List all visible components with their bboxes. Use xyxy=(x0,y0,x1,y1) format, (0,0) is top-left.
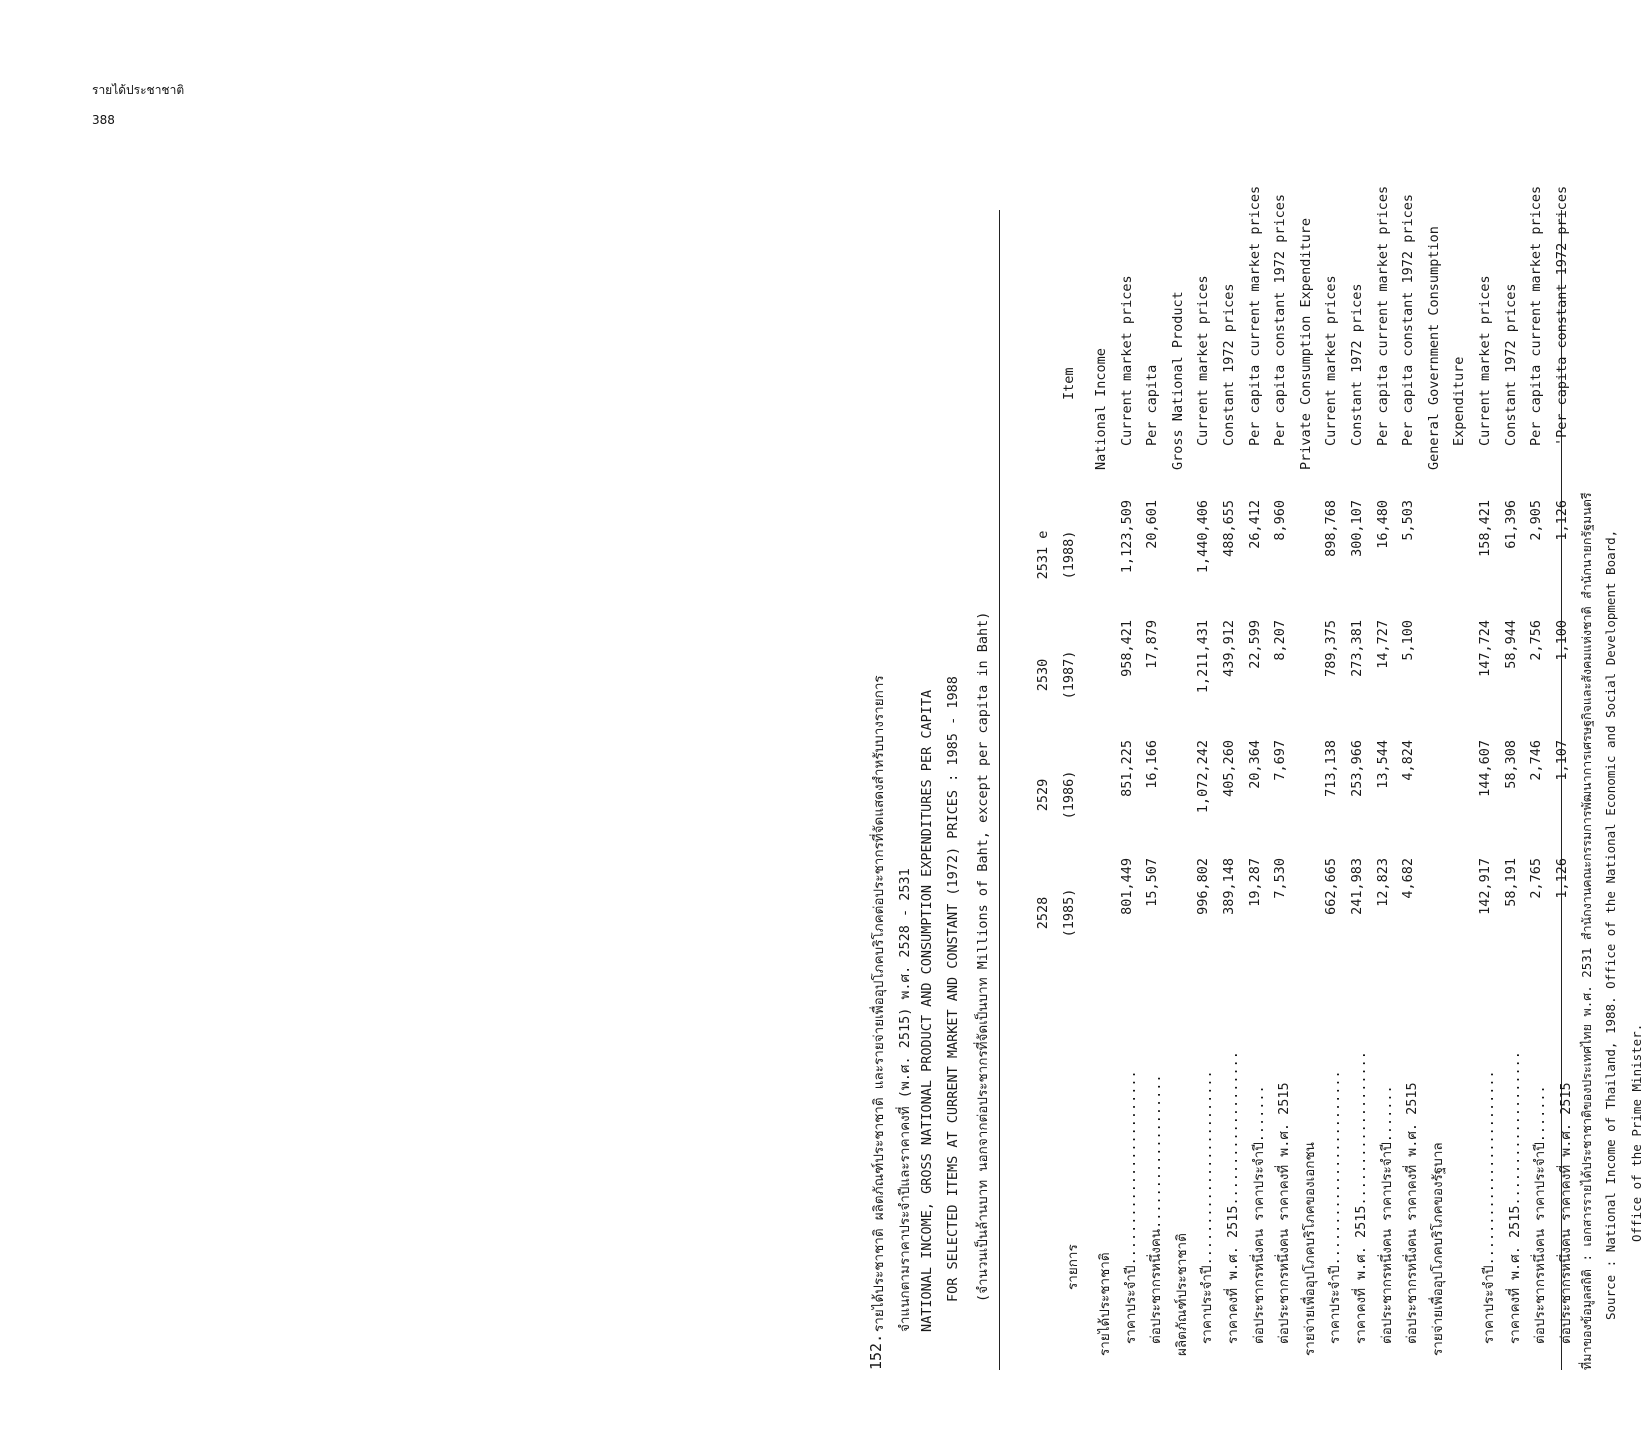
row-label-en: Current market prices xyxy=(1118,275,1135,446)
row-label-en: General Government Consumption xyxy=(1425,226,1442,470)
table-top-rule xyxy=(999,210,1000,1370)
table-cell-value: 15,507 xyxy=(1144,858,1161,907)
table-cell-value: 2,746 xyxy=(1528,740,1545,781)
table-cell-value: 958,421 xyxy=(1118,620,1135,677)
table-title-th-2: จำแนกตามราคาประจำปีและราคาคงที่ (พ.ศ. 2515) พ.ศ. 2528 - 2531 xyxy=(897,868,913,1332)
table-cell-value: 996,802 xyxy=(1195,858,1212,915)
row-label-th: ต่อประชากรหนึ่งคน ราคาประจำปี....... xyxy=(1532,1085,1549,1344)
table-cell-value: 13,544 xyxy=(1374,740,1391,789)
table-cell-value: 2,765 xyxy=(1528,858,1545,899)
table-cell-value: 2,756 xyxy=(1528,620,1545,661)
table-cell-value: 253,966 xyxy=(1349,740,1365,797)
row-label-en: Expenditure xyxy=(1451,356,1468,446)
table-title-en-2: FOR SELECTED ITEMS AT CURRENT MARKET AND CONSTANT (1972) PRICES : 1985 - 1988 xyxy=(945,676,961,1302)
table-cell-value: 851,225 xyxy=(1118,740,1135,797)
row-label-en: Per capita constant 1972 prices xyxy=(1272,194,1289,446)
table-cell-value: 58,944 xyxy=(1502,620,1519,669)
row-label-th: ราคาประจำปี........................ xyxy=(1122,1070,1139,1344)
column-header-item-en: Item xyxy=(1061,367,1077,400)
column-header-item-th: รายการ xyxy=(1065,1244,1081,1290)
row-label-en: Constant 1972 prices xyxy=(1502,283,1519,446)
table-cell-value: 1,440,406 xyxy=(1195,500,1212,574)
row-label-en: Gross National Product xyxy=(1169,291,1186,470)
row-label-en: Current market prices xyxy=(1323,275,1340,446)
row-label-th: รายได้ประชาชาติ xyxy=(1097,1252,1113,1356)
row-label-en: 'Per capita constant 1972 prices xyxy=(1553,185,1570,446)
row-label-th: ราคาคงที่ พ.ศ. 2515................... xyxy=(1353,1051,1369,1344)
table-cell-value: 1,100 xyxy=(1553,620,1570,661)
table-cell-value: 7,530 xyxy=(1272,858,1289,899)
row-label-en: Per capita xyxy=(1144,364,1161,446)
table-cell-value: 58,308 xyxy=(1502,740,1519,789)
column-header-year-ce: (1986) xyxy=(1061,770,1077,820)
table-cell-value: 16,166 xyxy=(1144,740,1161,789)
table-cell-value: 1,123,509 xyxy=(1118,500,1135,574)
table-cell-value: 7,697 xyxy=(1272,740,1289,781)
row-label-en: Per capita current market prices xyxy=(1374,185,1391,446)
table-cell-value: 8,207 xyxy=(1272,620,1289,661)
table-cell-value: 5,503 xyxy=(1400,500,1417,541)
row-label-th: ราคาคงที่ พ.ศ. 2515................... xyxy=(1225,1051,1241,1344)
unit-note: (จำนวนเป็นล้านบาท นอกจากต่อประชากรที่จัดเป็นบาท Millions of Baht, except per capita in Baht) xyxy=(975,611,991,1302)
table-cell-value: 488,655 xyxy=(1221,500,1237,557)
row-label-en: Constant 1972 prices xyxy=(1349,283,1365,446)
table-cell-value: 1,107 xyxy=(1553,740,1570,781)
column-header-year-be: 2531 e xyxy=(1035,530,1051,580)
column-header-year-ce: (1985) xyxy=(1061,888,1077,938)
table-cell-value: 158,421 xyxy=(1477,500,1493,557)
row-label-th: ต่อประชากรหนึ่งคน ราคาคงที่ พ.ศ. 2515 xyxy=(1557,1082,1574,1344)
row-label-th: ต่อประชากรหนึ่งคน ราคาคงที่ พ.ศ. 2515 xyxy=(1404,1082,1421,1344)
row-label-en: Per capita constant 1972 prices xyxy=(1400,194,1417,446)
table-title-th-1: รายได้ประชาชาติ ผลิตภัณฑ์ประชาชาติ และรายจ่ายเพื่ออุปโภคบริโภคต่อประชากรที่จัดแสดงสำหรับบางรายการ xyxy=(871,675,887,1332)
table-cell-value: 1,126 xyxy=(1553,858,1570,899)
table-cell-value: 144,607 xyxy=(1477,740,1493,797)
table-title-en-1: NATIONAL INCOME, GROSS NATIONAL PRODUCT AND CONSUMPTION EXPENDITURES PER CAPITA xyxy=(919,689,935,1332)
table-cell-value: 58,191 xyxy=(1502,858,1519,907)
source-thai: ที่มาของข้อมูลสถิติ : เอกสารรายได้ประชาชาติของประเทศไทย พ.ศ. 2531 สำนักงานคณะกรรมการพัฒนาการเศรษฐกิจและสังคมแห่งชาติ สำนักนายกรัฐมนตรี xyxy=(1579,492,1594,1370)
row-label-en: Per capita current market prices xyxy=(1246,185,1263,446)
row-label-th: ต่อประชากรหนึ่งคน ราคาประจำปี....... xyxy=(1378,1085,1395,1344)
source-english-line-1: Source : National Income of Thailand, 1988. Office of the National Economic and Social Development Board, xyxy=(1603,529,1618,1320)
table-cell-value: 801,449 xyxy=(1118,858,1135,915)
table-cell-value: 898,768 xyxy=(1323,500,1340,557)
table-cell-value: 142,917 xyxy=(1477,858,1493,915)
row-label-th: ผลิตภัณฑ์ประชาชาติ xyxy=(1173,1233,1190,1356)
row-label-th: ราคาประจำปี........................ xyxy=(1481,1070,1497,1344)
table-cell-value: 5,100 xyxy=(1400,620,1417,661)
page-header xyxy=(92,82,184,142)
table-cell-value: 8,960 xyxy=(1272,500,1289,541)
table-cell-value: 4,682 xyxy=(1400,858,1417,899)
row-label-en: Private Consumption Expenditure xyxy=(1297,218,1314,470)
table-cell-value: 61,396 xyxy=(1502,500,1519,549)
column-header-year-be: 2528 xyxy=(1035,896,1051,930)
running-head: รายได้ประชาชาติ xyxy=(92,83,185,97)
table-cell-value: 1,126 xyxy=(1553,500,1570,541)
page-number: 388 xyxy=(92,113,115,127)
table-cell-value: 17,879 xyxy=(1144,620,1161,669)
row-label-th: ราคาคงที่ พ.ศ. 2515................... xyxy=(1506,1051,1523,1344)
table-cell-value: 273,381 xyxy=(1349,620,1365,677)
table-cell-value: 20,601 xyxy=(1144,500,1161,549)
row-label-th: รายจ่ายเพื่ออุปโภคบริโภคของเอกชน xyxy=(1301,1142,1318,1356)
table-cell-value: 439,912 xyxy=(1221,620,1237,677)
table-cell-value: 662,665 xyxy=(1323,858,1340,915)
table-cell-value: 1,211,431 xyxy=(1195,620,1212,694)
table-cell-value: 12,823 xyxy=(1374,858,1391,907)
table-cell-value: 389,148 xyxy=(1221,858,1237,915)
table-cell-value: 713,138 xyxy=(1323,740,1340,797)
table-cell-value: 19,287 xyxy=(1246,858,1263,907)
row-label-th: ราคาประจำปี........................ xyxy=(1199,1070,1216,1344)
table-cell-value: 147,724 xyxy=(1477,620,1493,677)
table-cell-value: 300,107 xyxy=(1349,500,1365,557)
column-header-year-ce: (1988) xyxy=(1061,530,1077,580)
column-header-year-be: 2529 xyxy=(1035,778,1051,812)
source-english-line-2: Office of the Prime Minister. xyxy=(1629,1023,1644,1242)
row-label-th: ต่อประชากรหนึ่งคน................... xyxy=(1148,1074,1165,1344)
row-label-en: National Income xyxy=(1093,348,1109,470)
column-header-year-ce: (1987) xyxy=(1061,650,1077,700)
row-label-th: รายจ่ายเพื่ออุปโภคบริโภคของรัฐบาล xyxy=(1429,1142,1446,1356)
table-cell-value: 20,364 xyxy=(1246,740,1263,789)
table-cell-value: 16,480 xyxy=(1374,500,1391,549)
table-cell-value: 405,260 xyxy=(1221,740,1237,797)
table-cell-value: 789,375 xyxy=(1323,620,1340,677)
table-cell-value: 4,824 xyxy=(1400,740,1417,781)
row-label-en: Current market prices xyxy=(1195,275,1212,446)
table-cell-value: 2,905 xyxy=(1528,500,1545,541)
row-label-th: ต่อประชากรหนึ่งคน ราคาคงที่ พ.ศ. 2515 xyxy=(1276,1082,1293,1344)
row-label-th: ต่อประชากรหนึ่งคน ราคาประจำปี....... xyxy=(1250,1085,1267,1344)
row-label-en: Current market prices xyxy=(1477,275,1493,446)
table-cell-value: 1,072,242 xyxy=(1195,740,1212,814)
table-cell-value: 241,983 xyxy=(1349,858,1365,915)
row-label-en: Constant 1972 prices xyxy=(1221,283,1237,446)
table-cell-value: 26,412 xyxy=(1246,500,1263,549)
row-label-th: ราคาประจำปี........................ xyxy=(1327,1070,1344,1344)
table-number: 152. xyxy=(867,1333,885,1370)
rotated-table-page xyxy=(855,185,1644,1390)
table-cell-value: 14,727 xyxy=(1374,620,1391,669)
column-header-year-be: 2530 xyxy=(1035,658,1051,692)
table-cell-value: 22,599 xyxy=(1246,620,1263,669)
row-label-en: Per capita current market prices xyxy=(1528,185,1545,446)
